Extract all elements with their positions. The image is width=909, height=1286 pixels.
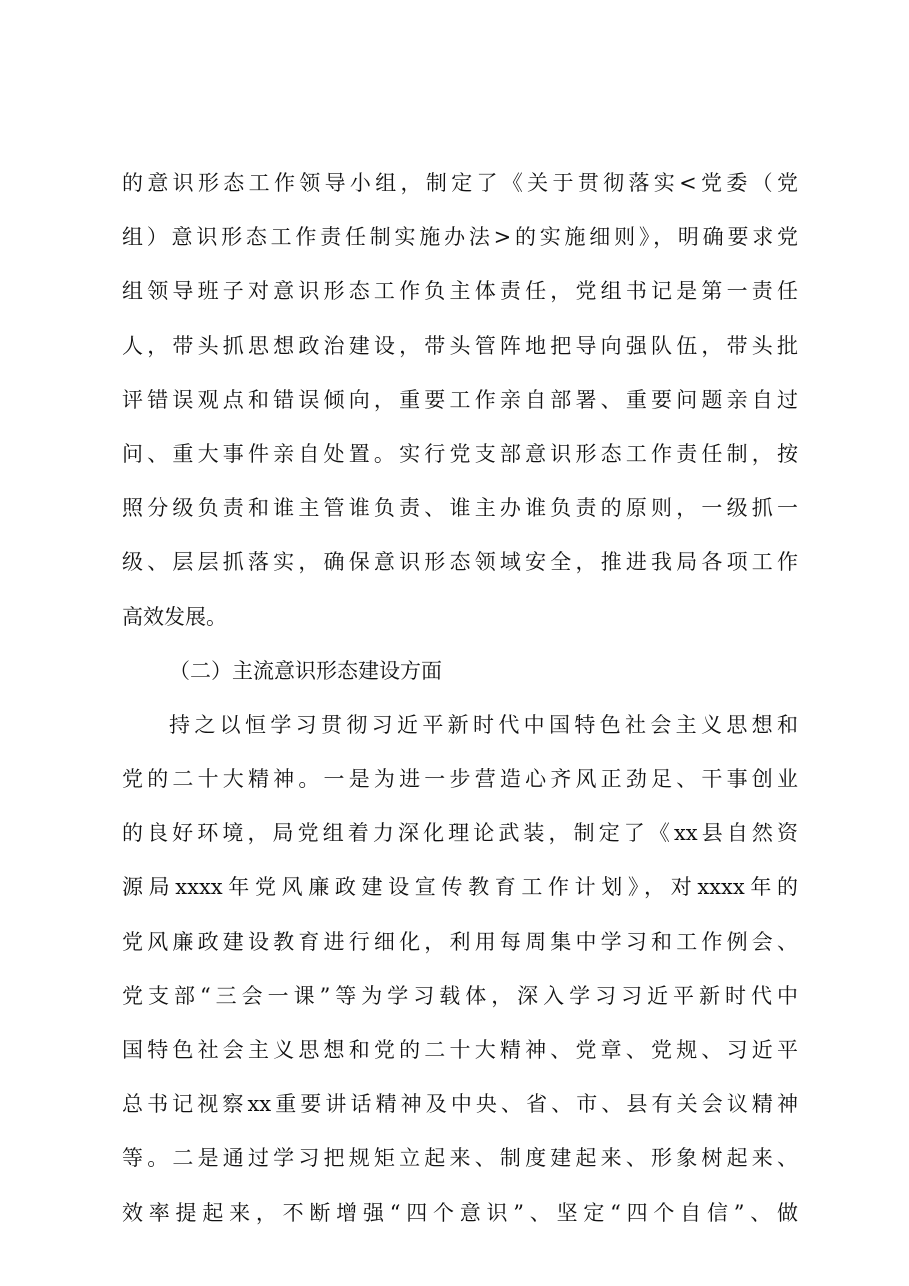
text-line: 总书记视察xx重要讲话精神及中央、省、市、县有关会议精神 [122, 1092, 798, 1117]
paragraph-first-line: 持之以恒学习贯彻习近平新时代中国特色社会主义思想和 [169, 712, 798, 737]
text-line: 等。二是通过学习把规矩立起来、制度建起来、形象树起来、 [122, 1146, 798, 1171]
text-line: 问、重大事件亲自处置。实行党支部意识形态工作责任制，按 [122, 441, 798, 466]
text-line: 人，带头抓思想政治建设，带头管阵地把导向强队伍，带头批 [122, 333, 798, 358]
text-line: 效率提起来，不断增强“四个意识”、坚定“四个自信”、做 [122, 1200, 798, 1225]
section-heading: （二）主流意识形态建设方面 [169, 658, 442, 683]
text-line: 国特色社会主义思想和党的二十大精神、党章、党规、习近平 [122, 1038, 798, 1062]
text-line: 高效发展。 [122, 604, 227, 629]
text-line: 评错误观点和错误倾向，重要工作亲自部署、重要问题亲自过 [122, 387, 798, 412]
text-line: 的意识形态工作领导小组，制定了《关于贯彻落实<党委（党 [122, 171, 798, 195]
text-line: 党支部“三会一课”等为学习载体，深入学习习近平新时代中 [122, 983, 798, 1008]
text-line: 源局xxxx年党风廉政建设宣传教育工作计划》，对xxxx年的 [122, 875, 798, 900]
text-line: 级、层层抓落实，确保意识形态领域安全，推进我局各项工作 [122, 550, 798, 575]
text-line: 照分级负责和谁主管谁负责、谁主办谁负责的原则，一级抓一 [122, 496, 798, 521]
text-line: 党的二十大精神。一是为进一步营造心齐风正劲足、干事创业 [122, 767, 798, 792]
document-body [122, 156, 798, 1240]
text-line: 的良好环境，局党组着力深化理论武装，制定了《xx县自然资 [122, 821, 798, 846]
text-line: 组）意识形态工作责任制实施办法>的实施细则》，明确要求党 [122, 225, 798, 250]
text-line: 党风廉政建设教育进行细化，利用每周集中学习和工作例会、 [122, 929, 798, 954]
text-line: 组领导班子对意识形态工作负主体责任，党组书记是第一责任 [122, 279, 798, 304]
